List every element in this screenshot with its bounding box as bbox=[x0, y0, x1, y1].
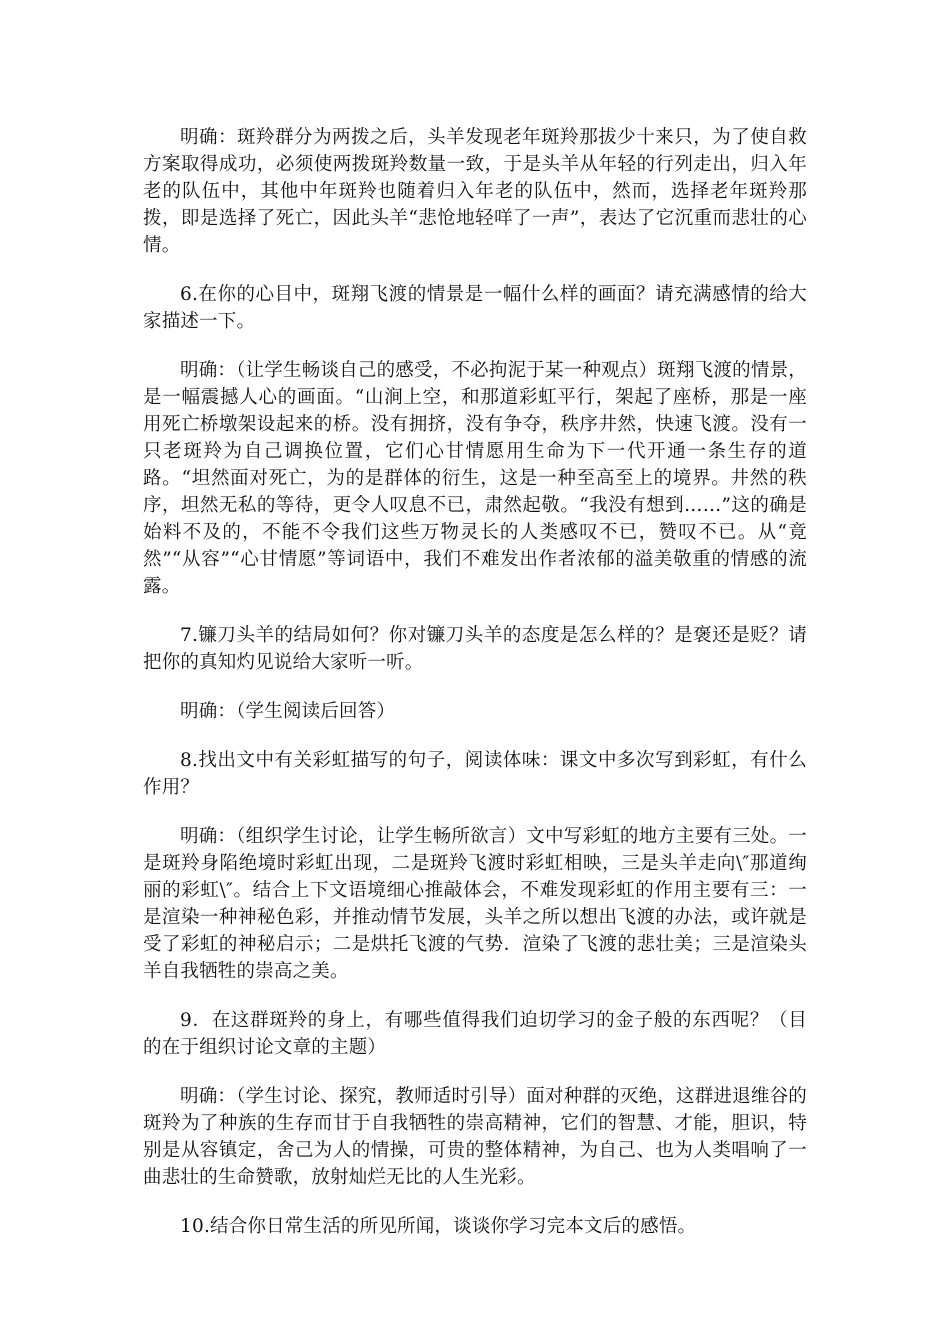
answer-6: 明确：（让学生畅谈自己的感受，不必拘泥于某一种观点）斑翔飞渡的情景，是一幅震撼人心的画面。“山涧上空，和那道彩虹平行，架起了座桥，那是一座用死亡桥墩架设起来的桥。没有拥挤，没有争夺，秩序井然，快速飞渡。没有一只老斑羚为自己调换位置，它们心甘情愿用生命为下一代开通一条生存的道路。“坦然面对死亡，为的是群体的衍生，这是一种至高至上的境界。井然的秩序，坦然无私的等待，更令人叹息不已，肃然起敬。“我没有想到……”这的确是始料不及的，不能不令我们这些万物灵长的人类感叹不已，赞叹不已。从“竟然”“从容”“心甘情愿”等词语中，我们不难发出作者浓郁的溢美敬重的情感的流露。 bbox=[143, 360, 807, 597]
answer-8: 明确：（组织学生讨论，让学生畅所欲言）文中写彩虹的地方主要有三处。一是斑羚身陷绝境时彩虹出现，二是斑羚飞渡时彩虹相映，三是头羊走向\″那道绚丽的彩虹\″。结合上下文语境细心推敲体会，不难发现彩虹的作用主要有三：一是渲染一种神秘色彩，并推动情节发展，头羊之所以想出飞渡的办法，或许就是受了彩虹的神秘启示；二是烘托飞渡的气势．渲染了飞渡的悲壮美；三是渲染头羊自我牺牲的崇高之美。 bbox=[143, 826, 807, 982]
document-page bbox=[143, 124, 807, 1240]
question-6: 6.在你的心目中，斑翔飞渡的情景是一幅什么样的画面？请充满感情的给大家描述一下。 bbox=[143, 284, 807, 332]
question-8: 8.找出文中有关彩虹描写的句子，阅读体味：课文中多次写到彩虹，有什么作用？ bbox=[143, 750, 807, 798]
answer-9: 明确：（学生讨论、探究，教师适时引导）面对种群的灭绝，这群进退维谷的斑羚为了种族的生存而甘于自我牺牲的崇高精神，它们的智慧、才能，胆识，特别是从容镇定，舍己为人的情操，可贵的整体精神，为自己、也为人类唱响了一曲悲壮的生命赞歌，放射灿烂无比的人生光彩。 bbox=[143, 1086, 807, 1188]
answer-paragraph-lead-sheep: 明确：斑羚群分为两拨之后，头羊发现老年斑羚那拔少十来只，为了使自救方案取得成功，必须使两拨斑羚数量一致，于是头羊从年轻的行列走出，归入年老的队伍中，其他中年斑羚也随着归入年老的队伍中，然而，选择老年斑羚那拨，即是选择了死亡，因此头羊“悲怆地轻咩了一声”，表达了它沉重而悲壮的心情。 bbox=[143, 127, 807, 256]
question-7: 7.镰刀头羊的结局如何？你对镰刀头羊的态度是怎么样的？是褒还是贬？请把你的真知灼见说给大家听一听。 bbox=[143, 625, 807, 673]
question-10: 10.结合你日常生活的所见所闻，谈谈你学习完本文后的感悟。 bbox=[180, 1216, 697, 1237]
question-9: 9．在这群斑羚的身上，有哪些值得我们迫切学习的金子般的东西呢？（目的在于组织讨论文章的主题） bbox=[143, 1010, 807, 1058]
answer-7: 明确：（学生阅读后回答） bbox=[180, 701, 396, 722]
